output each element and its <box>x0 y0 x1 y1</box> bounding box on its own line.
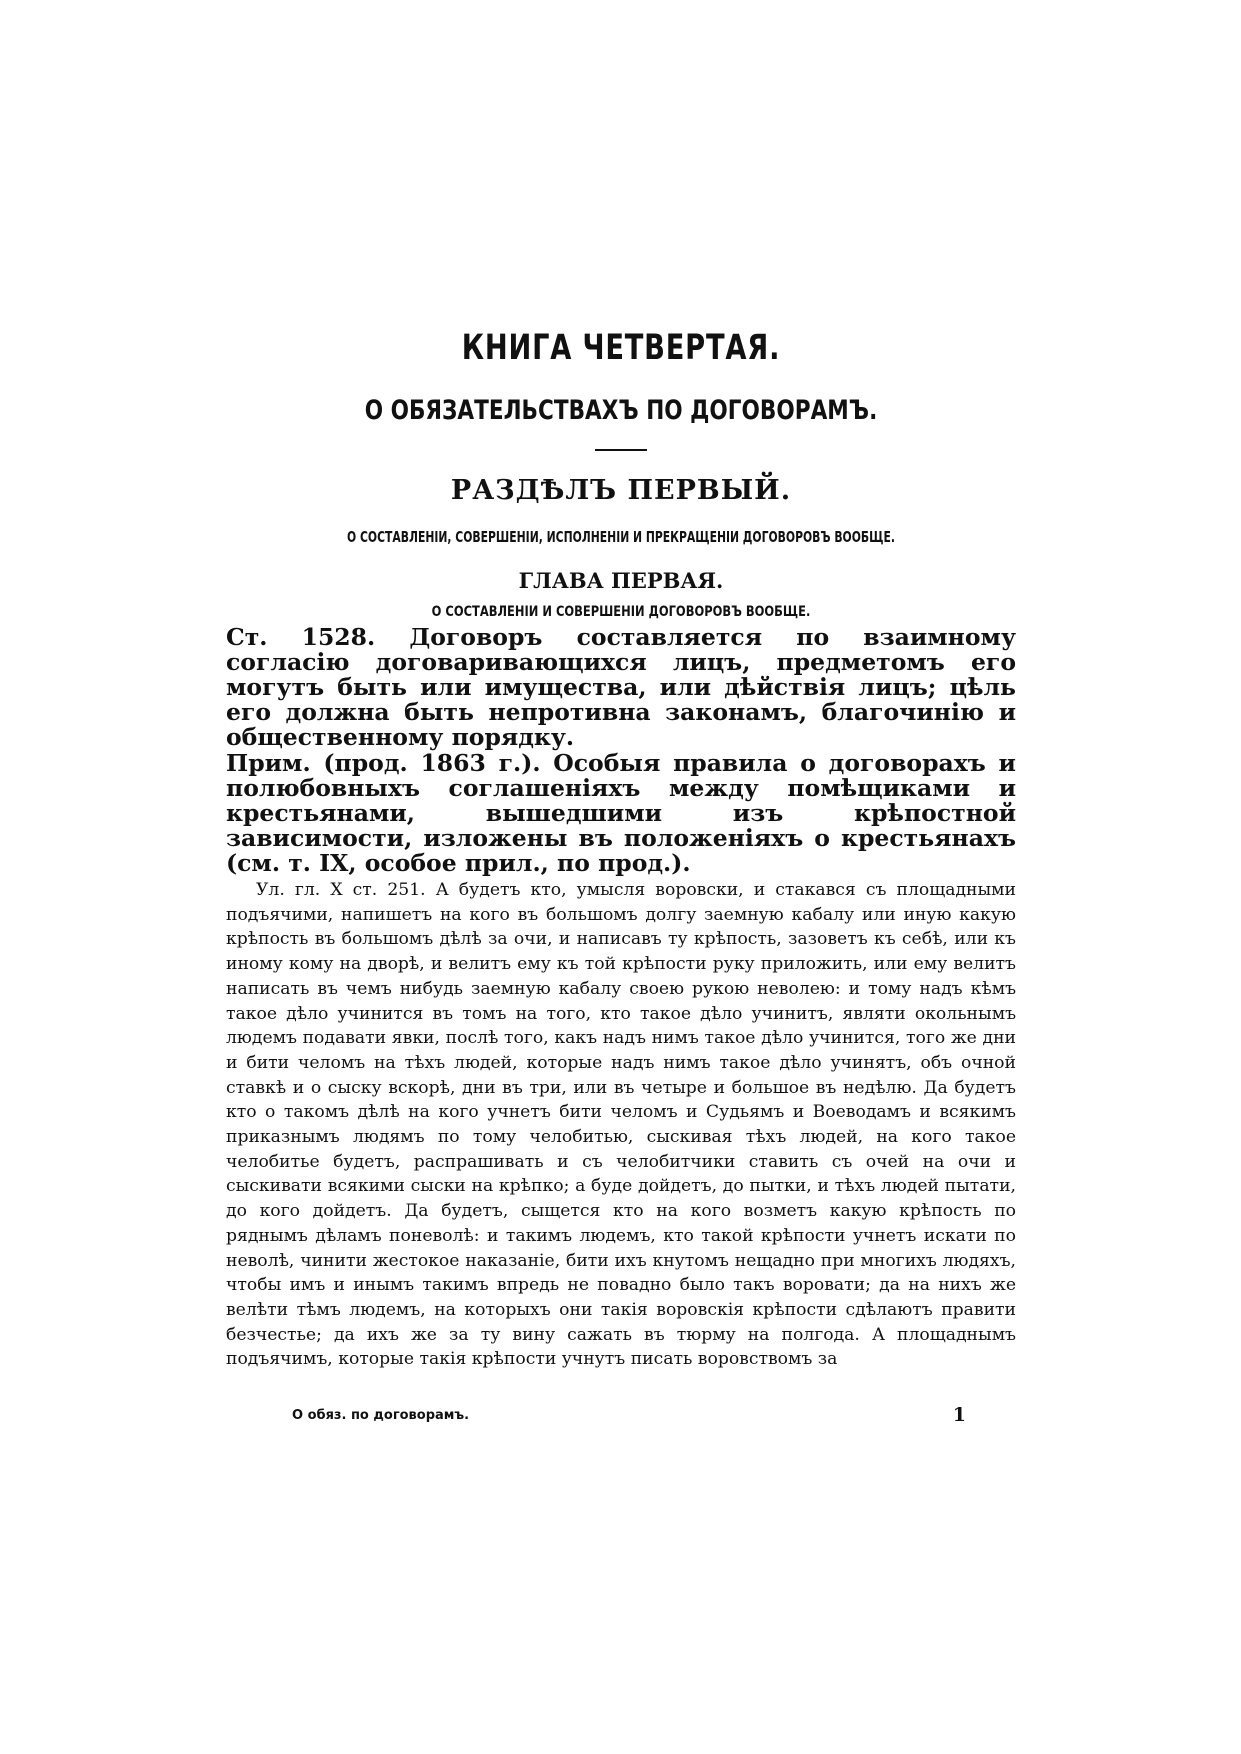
book-subtitle: О ОБЯЗАТЕЛЬСТВАХЪ ПО ДОГОВОРАМЪ. <box>364 395 878 426</box>
document-page <box>226 0 1016 1754</box>
page-number: 1 <box>952 1404 966 1426</box>
chapter-title: ГЛАВА ПЕРВАЯ. <box>518 568 724 593</box>
article-note: Прим. (прод. 1863 г.). Особыя правила о договорахъ и полюбовныхъ соглашеніяхъ между помѣщиками и крестьянами, вышедшими изъ крѣпостной зависимости, изложены въ положеніяхъ о крестьянахъ (см. т. IX, особое прил., по прод.). <box>226 749 1016 877</box>
source-citation-text: Ул. гл. X ст. 251. А будетъ кто, умысля воровски, и стакався съ площадными подъячими, напишетъ на кого въ большомъ долгу заемную кабалу или иную какую крѣпость въ большомъ дѣлѣ за очи, и написавъ ту крѣпость, зазоветъ къ себѣ, или къ иному кому на дворѣ, и велитъ ему къ той крѣпости руку приложить, или ему велитъ написать въ чемъ нибудь заемную кабалу своею рукою неволею: и тому надъ кѣмъ такое дѣло учинится въ томъ на того, кто такое дѣло учинитъ, являти окольнымъ людемъ подавати явки, послѣ того, какъ надъ нимъ такое дѣло учинится, того же дни и бити челомъ на тѣхъ людей, которые надъ нимъ такое дѣло учинятъ, объ очной ставкѣ и о сыску вскорѣ, дни въ три, или въ четыре и большое въ недѣлю. Да будетъ кто о такомъ дѣлѣ на кого учнетъ бити челомъ и Судьямъ и Воеводамъ и всякимъ приказнымъ людямъ по тому челобитью, сыскивая тѣхъ людей, на кого такое челобитье будетъ, распрашивать и съ челобитчики ставить съ очей на очи и сыскивати всякими сыски на крѣпко; а буде дойдетъ, до пытки, и тѣхъ людей пытати, до кого дойдетъ. Да будетъ, сыщется кто на кого возметъ какую крѣпость по ряднымъ дѣламъ поневолѣ: и такимъ людемъ, кто такой крѣпости учнетъ искати по неволѣ, чинити жестокое наказаніе, бити ихъ кнутомъ нещадно при многихъ людяхъ, чтобы имъ и инымъ такимъ впредь не повадно было такъ воровати; да на нихъ же велѣти тѣмъ людемъ, на которыхъ они такія воровскія крѣпости сдѣлаютъ правити безчестье; да ихъ же за ту вину сажать въ тюрму на полгода. А площаднымъ подъячимъ, которые такія крѣпости учнутъ писать воровствомъ за <box>226 880 1016 1370</box>
divider-rule <box>595 449 647 451</box>
section-subtitle: О СОСТАВЛЕНІИ, СОВЕРШЕНІИ, ИСПОЛНЕНІИ И ПРЕКРАЩЕНІИ ДОГОВОРОВЪ ВООБЩЕ. <box>347 528 895 546</box>
footer-signature: О обяз. по договорамъ. <box>292 1408 470 1423</box>
page-footer <box>226 1404 1016 1430</box>
chapter-subtitle: О СОСТАВЛЕНІИ И СОВЕРШЕНІИ ДОГОВОРОВЪ ВООБЩЕ. <box>431 604 811 620</box>
book-title: КНИГА ЧЕТВЕРТАЯ. <box>461 328 781 368</box>
article-1528: Ст. 1528. Договоръ составляется по взаимному согласію договаривающихся лицъ, предметомъ его могутъ быть или имущества, или дѣйствія лицъ; цѣль его должна быть непротивна законамъ, благочинію и общественному порядку. <box>226 623 1016 751</box>
section-title: РАЗДѢЛЪ ПЕРВЫЙ. <box>450 475 792 506</box>
